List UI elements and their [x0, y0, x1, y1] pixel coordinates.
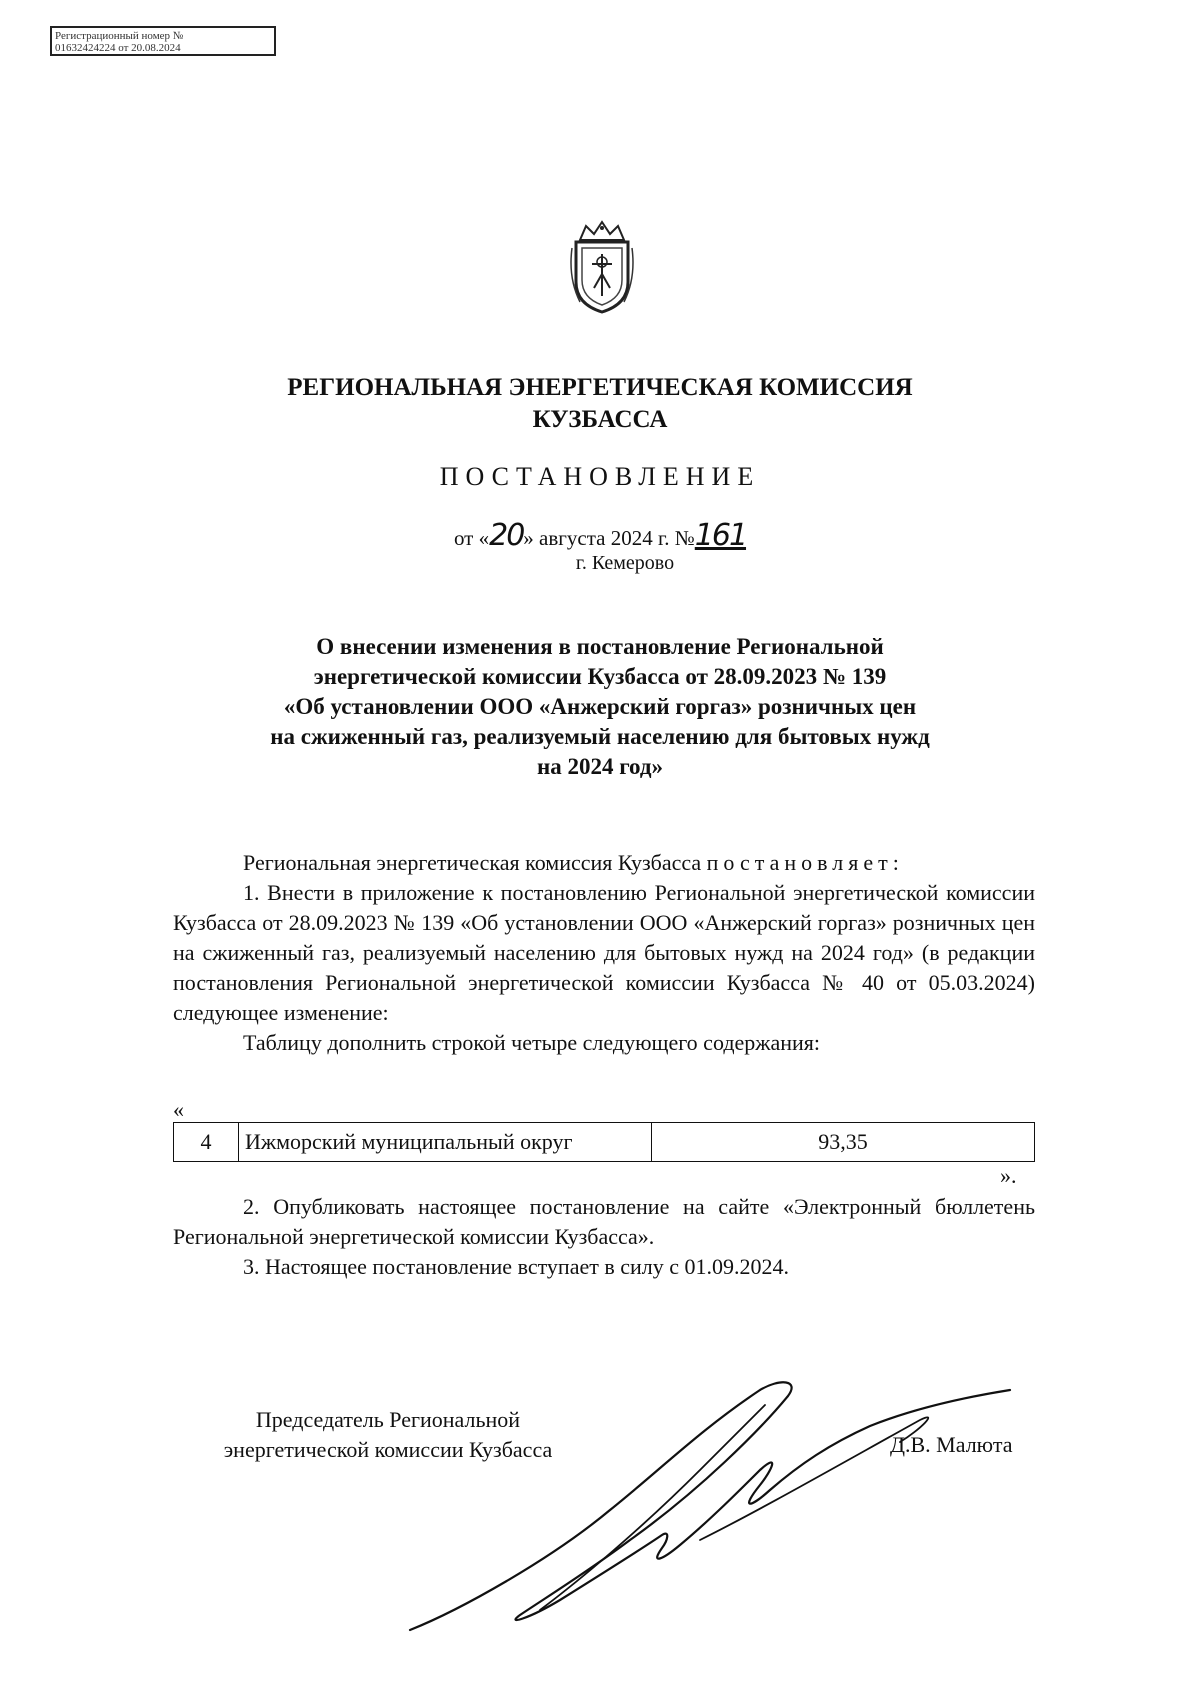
subject-line-2: энергетической комиссии Кузбасса от 28.09.2023 № 139	[313, 664, 887, 689]
date-middle: » августа 2024 г. №	[523, 526, 695, 550]
table-intro-paragraph: Таблицу дополнить строкой четыре следующего содержания:	[243, 1030, 821, 1055]
table-cell-price: 93,35	[652, 1123, 1035, 1162]
date-prefix: от «	[453, 526, 490, 550]
subject-line-5: на 2024 год»	[536, 754, 664, 779]
body-part-2	[173, 1192, 1035, 1282]
opening-quote: «	[173, 1097, 184, 1122]
organization-name-line-2: КУЗБАССА	[532, 406, 668, 433]
body-part-1	[173, 848, 1035, 1058]
date-line	[0, 518, 1200, 553]
coat-of-arms-emblem	[566, 218, 638, 316]
intro-spaced-verb: постановляет:	[706, 850, 904, 875]
table-cell-number: 4	[174, 1123, 239, 1162]
registration-line-1: Регистрационный номер №	[55, 30, 184, 42]
handwritten-number: 161	[694, 518, 747, 553]
city: г. Кемерово	[575, 552, 675, 574]
intro-text: Региональная энергетическая комиссия Кузбасса	[243, 850, 707, 875]
item-3-paragraph: 3. Настоящее постановление вступает в силу с 01.09.2024.	[243, 1254, 790, 1279]
table-cell-municipality: Ижморский муниципальный округ	[239, 1123, 652, 1162]
organization-name	[0, 372, 1200, 436]
document-subject	[0, 632, 1200, 782]
item-1-paragraph: 1. Внести в приложение к постановлению Региональной энергетической комиссии Кузбасса от 28.09.2023 № 139 «Об установлении ООО «Анжерский горгаз» розничных цен на сжиженный газ, реализуемый населению для бытовых нужд на 2024 год» (в редакции постановления Региональной энергетической комиссии Кузбасса № 40 от 05.03.2024) следующее изменение:	[173, 880, 1035, 1025]
subject-line-3: «Об установлении ООО «Анжерский горгаз» розничных цен	[283, 694, 917, 719]
handwritten-day: 20	[489, 518, 524, 553]
intro-paragraph	[173, 848, 1035, 878]
signatory-name: Д.В. Малюта	[890, 1432, 1013, 1457]
registration-stamp	[50, 26, 276, 56]
subject-line-4: на сжиженный газ, реализуемый населению для бытовых нужд	[270, 724, 930, 749]
subject-line-1: О внесении изменения в постановление Региональной	[316, 634, 884, 659]
signatory-title-line-1: Председатель Региональной	[255, 1407, 521, 1432]
document-type: ПОСТАНОВЛЕНИЕ	[439, 462, 761, 491]
handwritten-signature	[400, 1360, 1020, 1650]
registration-line-2: 01632424224 от 20.08.2024	[55, 42, 181, 54]
organization-name-line-1: РЕГИОНАЛЬНАЯ ЭНЕРГЕТИЧЕСКАЯ КОМИССИЯ	[287, 374, 913, 401]
signatory-title-line-2: энергетической комиссии Кузбасса	[223, 1437, 553, 1462]
closing-quote: ».	[1000, 1163, 1017, 1188]
table-row	[174, 1123, 1035, 1162]
tariff-table	[173, 1122, 1035, 1162]
item-2-paragraph: 2. Опубликовать настоящее постановление на сайте «Электронный бюллетень Региональной энергетической комиссии Кузбасса».	[173, 1194, 1035, 1249]
